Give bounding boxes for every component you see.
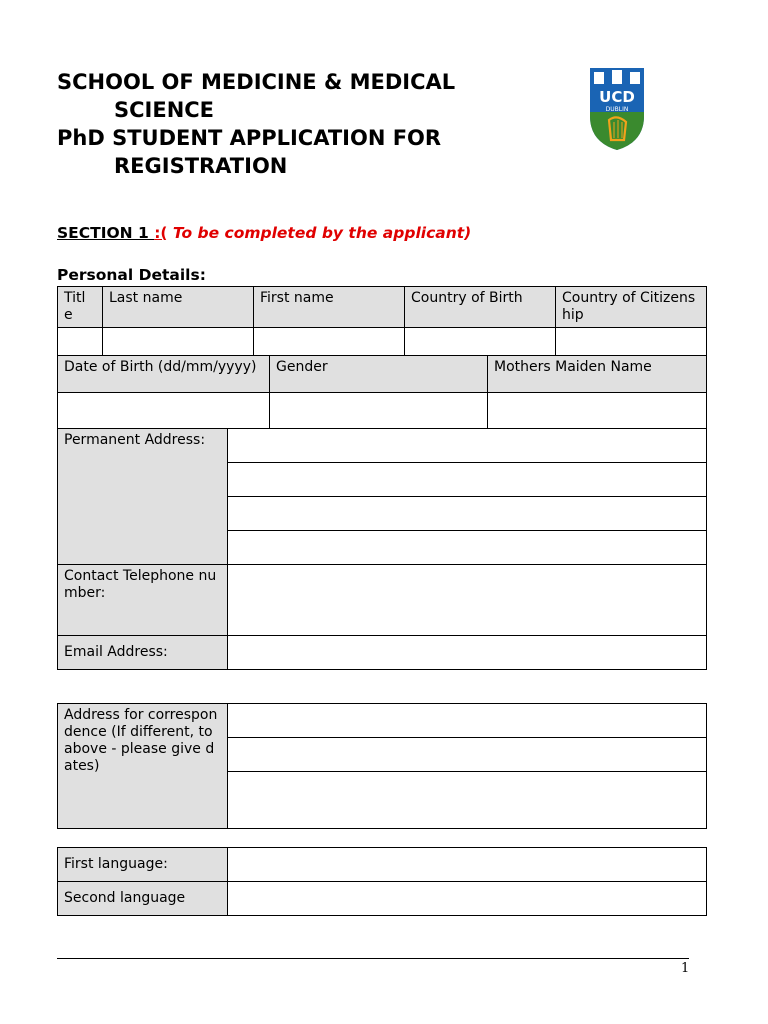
correspondence-address-line-1[interactable] xyxy=(228,704,707,738)
page-number: 1 xyxy=(681,961,690,976)
personal-names-table xyxy=(57,286,707,362)
header-mothers-maiden-name: Mothers Maiden Name xyxy=(488,356,707,393)
section-heading xyxy=(57,224,471,242)
logo-text: UCD xyxy=(599,88,635,106)
header-title: Titl e xyxy=(58,287,103,328)
correspondence-address-line-3[interactable] xyxy=(228,772,707,829)
correspondence-table xyxy=(57,703,707,829)
permanent-address-line-2[interactable] xyxy=(228,463,707,497)
permanent-address-line-4[interactable] xyxy=(228,531,707,565)
title-line-4: REGISTRATION xyxy=(114,154,288,178)
header-country-of-citizenship: Country of Citizenship xyxy=(556,287,707,328)
contact-telephone-label: Contact Telephone number: xyxy=(58,565,228,636)
section-colon: :( xyxy=(154,224,168,242)
title-line-3: PhD STUDENT APPLICATION FOR xyxy=(57,126,442,150)
document-title xyxy=(57,68,527,180)
correspondence-address-label: Address for correspondence (If different, to above - please give dates) xyxy=(58,704,228,829)
contact-table xyxy=(57,428,707,670)
languages-table xyxy=(57,847,707,916)
footer-divider xyxy=(57,958,689,959)
contact-telephone-field[interactable] xyxy=(228,565,707,636)
title-line-1: SCHOOL OF MEDICINE & MEDICAL xyxy=(57,70,456,94)
logo-subtext: DUBLIN xyxy=(605,106,629,113)
correspondence-address-line-2[interactable] xyxy=(228,738,707,772)
second-language-label: Second language xyxy=(58,882,228,916)
email-address-label: Email Address: xyxy=(58,636,228,670)
header-last-name: Last name xyxy=(103,287,254,328)
email-address-field[interactable] xyxy=(228,636,707,670)
permanent-address-line-1[interactable] xyxy=(228,429,707,463)
gender-field[interactable] xyxy=(270,393,488,429)
header-first-name: First name xyxy=(254,287,405,328)
first-language-label: First language: xyxy=(58,848,228,882)
section-instruction: To be completed by the applicant) xyxy=(167,224,472,242)
birth-details-table xyxy=(57,355,707,429)
header-gender: Gender xyxy=(270,356,488,393)
permanent-address-label: Permanent Address: xyxy=(58,429,228,565)
personal-details-heading: Personal Details: xyxy=(57,266,206,284)
permanent-address-line-3[interactable] xyxy=(228,497,707,531)
ucd-logo xyxy=(588,66,646,152)
date-of-birth-field[interactable] xyxy=(58,393,270,429)
title-line-2: SCIENCE xyxy=(114,98,215,122)
first-language-field[interactable] xyxy=(228,848,707,882)
header-date-of-birth: Date of Birth (dd/mm/yyyy) xyxy=(58,356,270,393)
second-language-field[interactable] xyxy=(228,882,707,916)
section-label: SECTION 1 xyxy=(57,224,155,242)
header-country-of-birth: Country of Birth xyxy=(405,287,556,328)
mothers-maiden-name-field[interactable] xyxy=(488,393,707,429)
